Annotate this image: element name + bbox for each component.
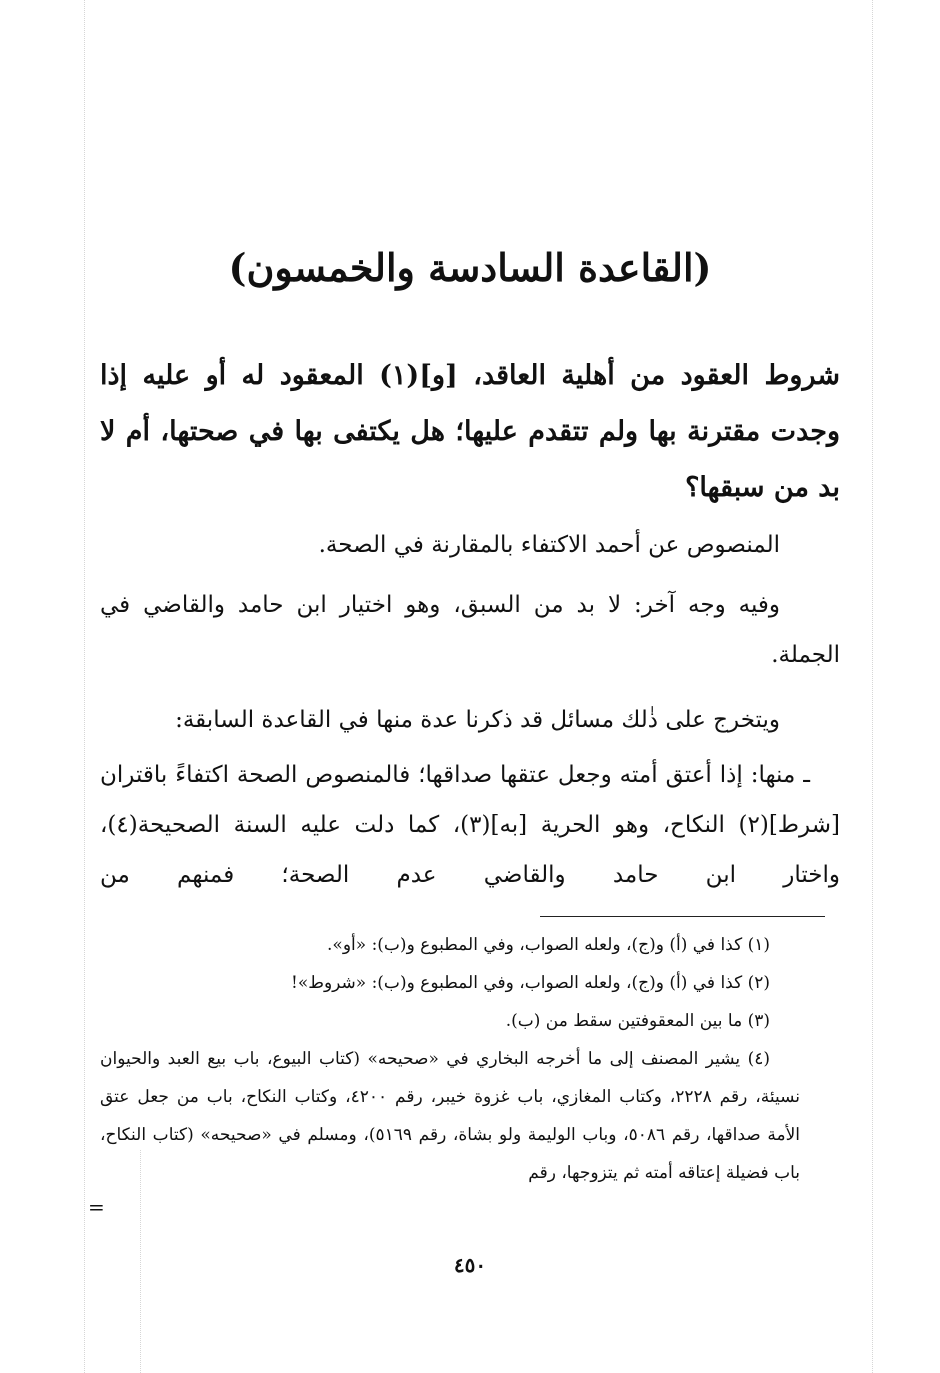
footnote: (١) كذا في (أ) و(ج)، ولعله الصواب، وفي المطبوع و(ب): «أو». (327, 935, 770, 955)
scan-guide-line (84, 0, 85, 1373)
paragraph: وفيه وجه آخر: لا بد من السبق، وهو اختيار ابن حامد والقاضي في الجملة. (100, 592, 840, 668)
footnote: (٢) كذا في (أ) و(ج)، ولعله الصواب، وفي المطبوع و(ب): «شروط»! (290, 973, 770, 993)
footnote: (٣) ما بين المعقوفتين سقط من (ب). (505, 1011, 770, 1031)
rule-statement: شروط العقود من أهلية العاقد، [و](١) المعقود له أو عليه إذا وجدت مقترنة بها ولم تتقدم عليها؛ هل يكتفى بها في صحتها، أم لا بد من سبقها؟ (100, 360, 840, 503)
footnote: (٤) يشير المصنف إلى ما أخرجه البخاري في «صحيحه» (كتاب البيوع، باب بيع العبد والحيوان نسيئة، رقم ٢٢٢٨، وكتاب المغازي، باب غزوة خيبر، رقم ٤٢٠٠، وكتاب النكاح، باب من جعل عتق الأمة صداقها، رقم ٥٠٨٦، وباب الوليمة ولو بشاة، رقم ٥١٦٩)، ومسلم في «صحيحه» (كتاب النكاح، باب فضيلة إعتاقه أمته ثم يتزوجها، رقم (100, 1049, 800, 1183)
paragraph: ـ منها: إذا أعتق أمته وجعل عتقها صداقها؛ فالمنصوص الصحة اكتفاءً باقتران [شرط](٢) النكاح، وهو الحرية [به](٣)، كما دلت عليه السنة الصحيحة(٤)، واختار ابن حامد والقاضي عدم الصحة؛ فمنهم من (100, 762, 840, 888)
paragraph: المنصوص عن أحمد الاكتفاء بالمقارنة في الصحة. (318, 532, 780, 558)
continuation-mark: = (88, 1195, 105, 1219)
footnote-separator (540, 916, 825, 917)
paragraph: ويتخرج على ذٰلك مسائل قد ذكرنا عدة منها في القاعدة السابقة: (175, 707, 780, 733)
scan-guide-line (872, 0, 873, 1373)
chapter-title: (القاعدة السادسة والخمسون) (228, 245, 712, 290)
page-number: ٤٥٠ (453, 1253, 487, 1277)
footnotes (100, 926, 800, 1192)
